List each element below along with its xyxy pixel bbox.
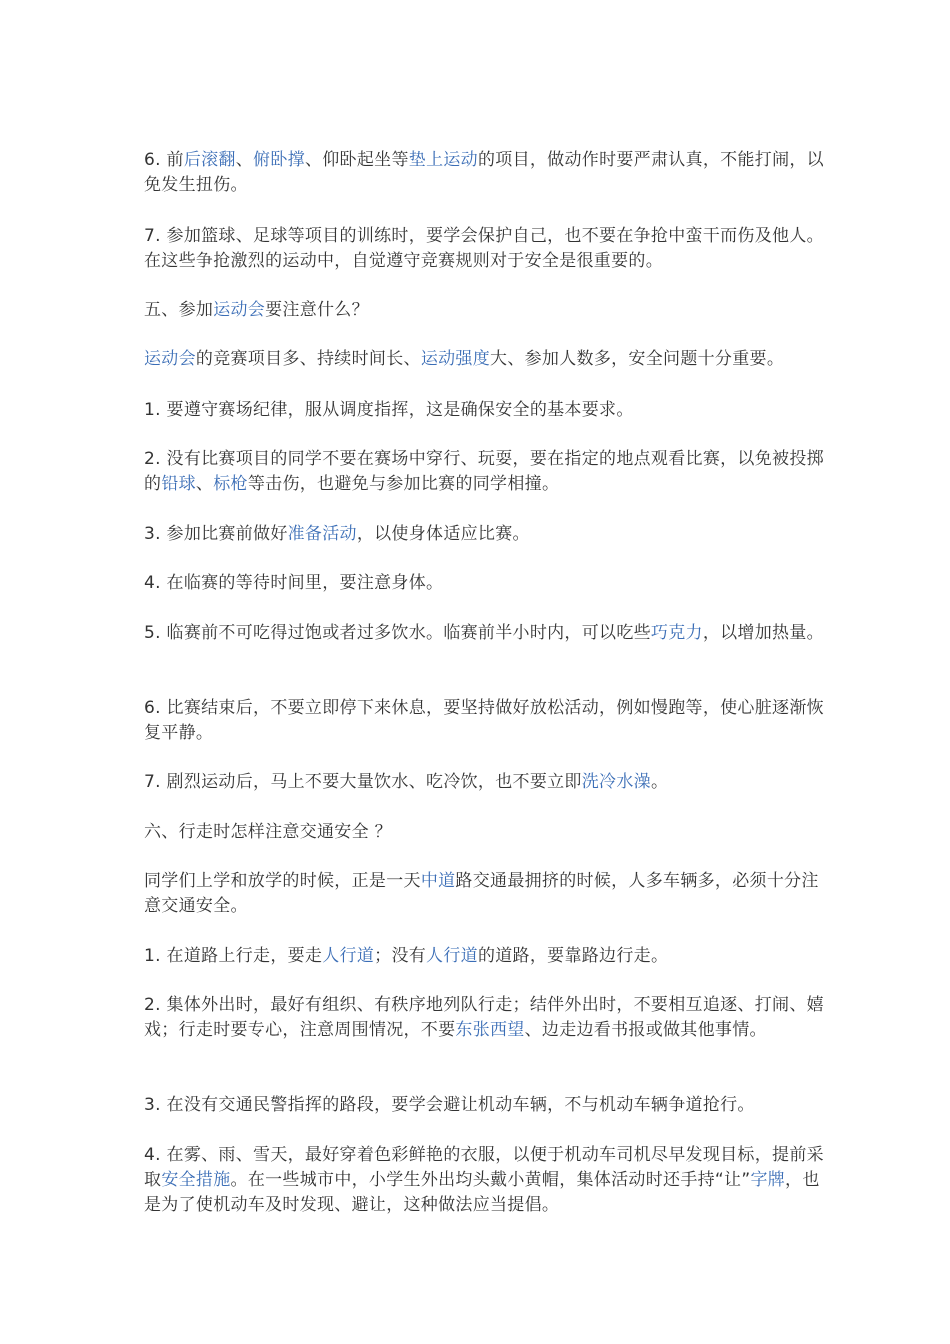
- text-run: 2. 集体外出时，最好有组织、有秩序地列队行走；结伴外出时，不要相互追逐、打闹、嬉戏；行走时要专心，注意周围情况，不要: [144, 995, 824, 1040]
- text-run: 路交通最拥挤的时候，人多车辆多，必须十分注意交通安全。: [144, 871, 819, 916]
- paragraph: [144, 148, 834, 198]
- paragraph: [144, 224, 834, 274]
- text-run: 、边走边看书报或做其他事情。: [524, 1020, 767, 1040]
- text-run: ，以使身体适应比赛。: [356, 524, 530, 544]
- paragraph: [144, 1093, 834, 1118]
- text-run: 等击伤，也避免与参加比赛的同学相撞。: [247, 474, 560, 494]
- text-run: 3. 在没有交通民警指挥的路段，要学会避让机动车辆，不与机动车辆争道抢行。: [144, 1095, 755, 1115]
- text-run: 4. 在雾、雨、雪天，最好穿着色彩鲜艳的衣服，以便于机动车司机尽早发现目标，提前采取: [144, 1145, 824, 1190]
- text-run: 2. 没有比赛项目的同学不要在赛场中穿行、玩耍，要在指定的地点观看比赛，以免被投掷的: [144, 449, 824, 494]
- text-run: 的道路，要靠路边行走。: [477, 946, 669, 966]
- inline-link[interactable]: 运动强度: [420, 349, 491, 369]
- inline-link[interactable]: 人行道: [322, 946, 375, 966]
- paragraph: [144, 696, 834, 746]
- inline-link[interactable]: 后滚翻: [183, 150, 236, 170]
- text-run: 、仰卧起坐等: [304, 150, 409, 170]
- text-run: 6. 比赛结束后，不要立即停下来休息，要坚持做好放松活动，例如慢跑等，使心脏逐渐恢复平静。: [144, 698, 824, 743]
- inline-link[interactable]: 标枪: [213, 474, 248, 494]
- text-run: ；没有: [374, 946, 427, 966]
- inline-link[interactable]: 铅球: [161, 474, 196, 494]
- paragraph: [144, 571, 834, 596]
- paragraph: [144, 770, 834, 795]
- inline-link[interactable]: 俯卧撑: [253, 150, 305, 170]
- inline-link[interactable]: 中道: [420, 871, 456, 891]
- section-heading: [144, 298, 834, 323]
- text-run: ，以增加热量。: [702, 623, 824, 643]
- paragraph: [144, 447, 834, 497]
- text-run: 同学们上学和放学的时候，正是一天: [144, 871, 421, 891]
- inline-link[interactable]: 运动会: [144, 349, 196, 369]
- text-run: 的竞赛项目多、持续时间长、: [195, 349, 421, 369]
- inline-link[interactable]: 垫上运动: [408, 150, 478, 170]
- text-run: 5. 临赛前不可吃得过饱或者过多饮水。临赛前半小时内，可以吃些: [144, 623, 651, 643]
- paragraph: [144, 993, 834, 1043]
- text-run: 。: [650, 772, 669, 792]
- inline-link[interactable]: 字牌: [750, 1170, 786, 1190]
- text-run: 的项目，做动作时要严肃认真，不能打闹，以免发生扭伤。: [144, 150, 824, 195]
- text-run: 4. 在临赛的等待时间里，要注意身体。: [144, 573, 444, 593]
- inline-link[interactable]: 安全措施: [161, 1170, 231, 1190]
- text-run: ，也是为了使机动车及时发现、避让，这种做法应当提倡。: [144, 1170, 820, 1215]
- paragraph: [144, 1143, 834, 1218]
- text-run: 五、参加: [144, 300, 214, 320]
- text-run: 、: [195, 474, 214, 494]
- paragraph: [144, 869, 834, 919]
- paragraph: [144, 621, 834, 646]
- inline-link[interactable]: 东张西望: [455, 1020, 525, 1040]
- inline-link[interactable]: 人行道: [426, 946, 478, 966]
- text-run: 、: [235, 150, 254, 170]
- paragraph: [144, 522, 834, 547]
- text-run: 。在一些城市中，小学生外出均头戴小黄帽，集体活动时还手持“让”: [230, 1170, 751, 1190]
- paragraph: [144, 944, 834, 969]
- paragraph: [144, 347, 834, 372]
- inline-link[interactable]: 洗冷水澡: [581, 772, 651, 792]
- section-heading: [144, 820, 834, 845]
- inline-link[interactable]: 准备活动: [287, 524, 357, 544]
- text-run: 3. 参加比赛前做好: [144, 524, 288, 544]
- inline-link[interactable]: 巧克力: [650, 623, 703, 643]
- text-run: 6. 前: [144, 150, 184, 170]
- paragraph: [144, 398, 834, 423]
- text-run: 7. 参加篮球、足球等项目的训练时，要学会保护自己，也不要在争抢中蛮干而伤及他人。在这些争抢激烈的运动中，自觉遵守竞赛规则对于安全是很重要的。: [144, 226, 824, 271]
- inline-link[interactable]: 运动会: [213, 300, 266, 320]
- text-run: 六、行走时怎样注意交通安全 ？: [144, 822, 392, 842]
- text-run: 1. 在道路上行走，要走: [144, 946, 323, 966]
- text-run: 1. 要遵守赛场纪律，服从调度指挥，这是确保安全的基本要求。: [144, 400, 634, 420]
- text-run: 7. 剧烈运动后，马上不要大量饮水、吃冷饮，也不要立即: [144, 772, 582, 792]
- text-run: 大、参加人数多，安全问题十分重要。: [490, 349, 785, 369]
- text-run: 要注意什么？: [265, 300, 369, 320]
